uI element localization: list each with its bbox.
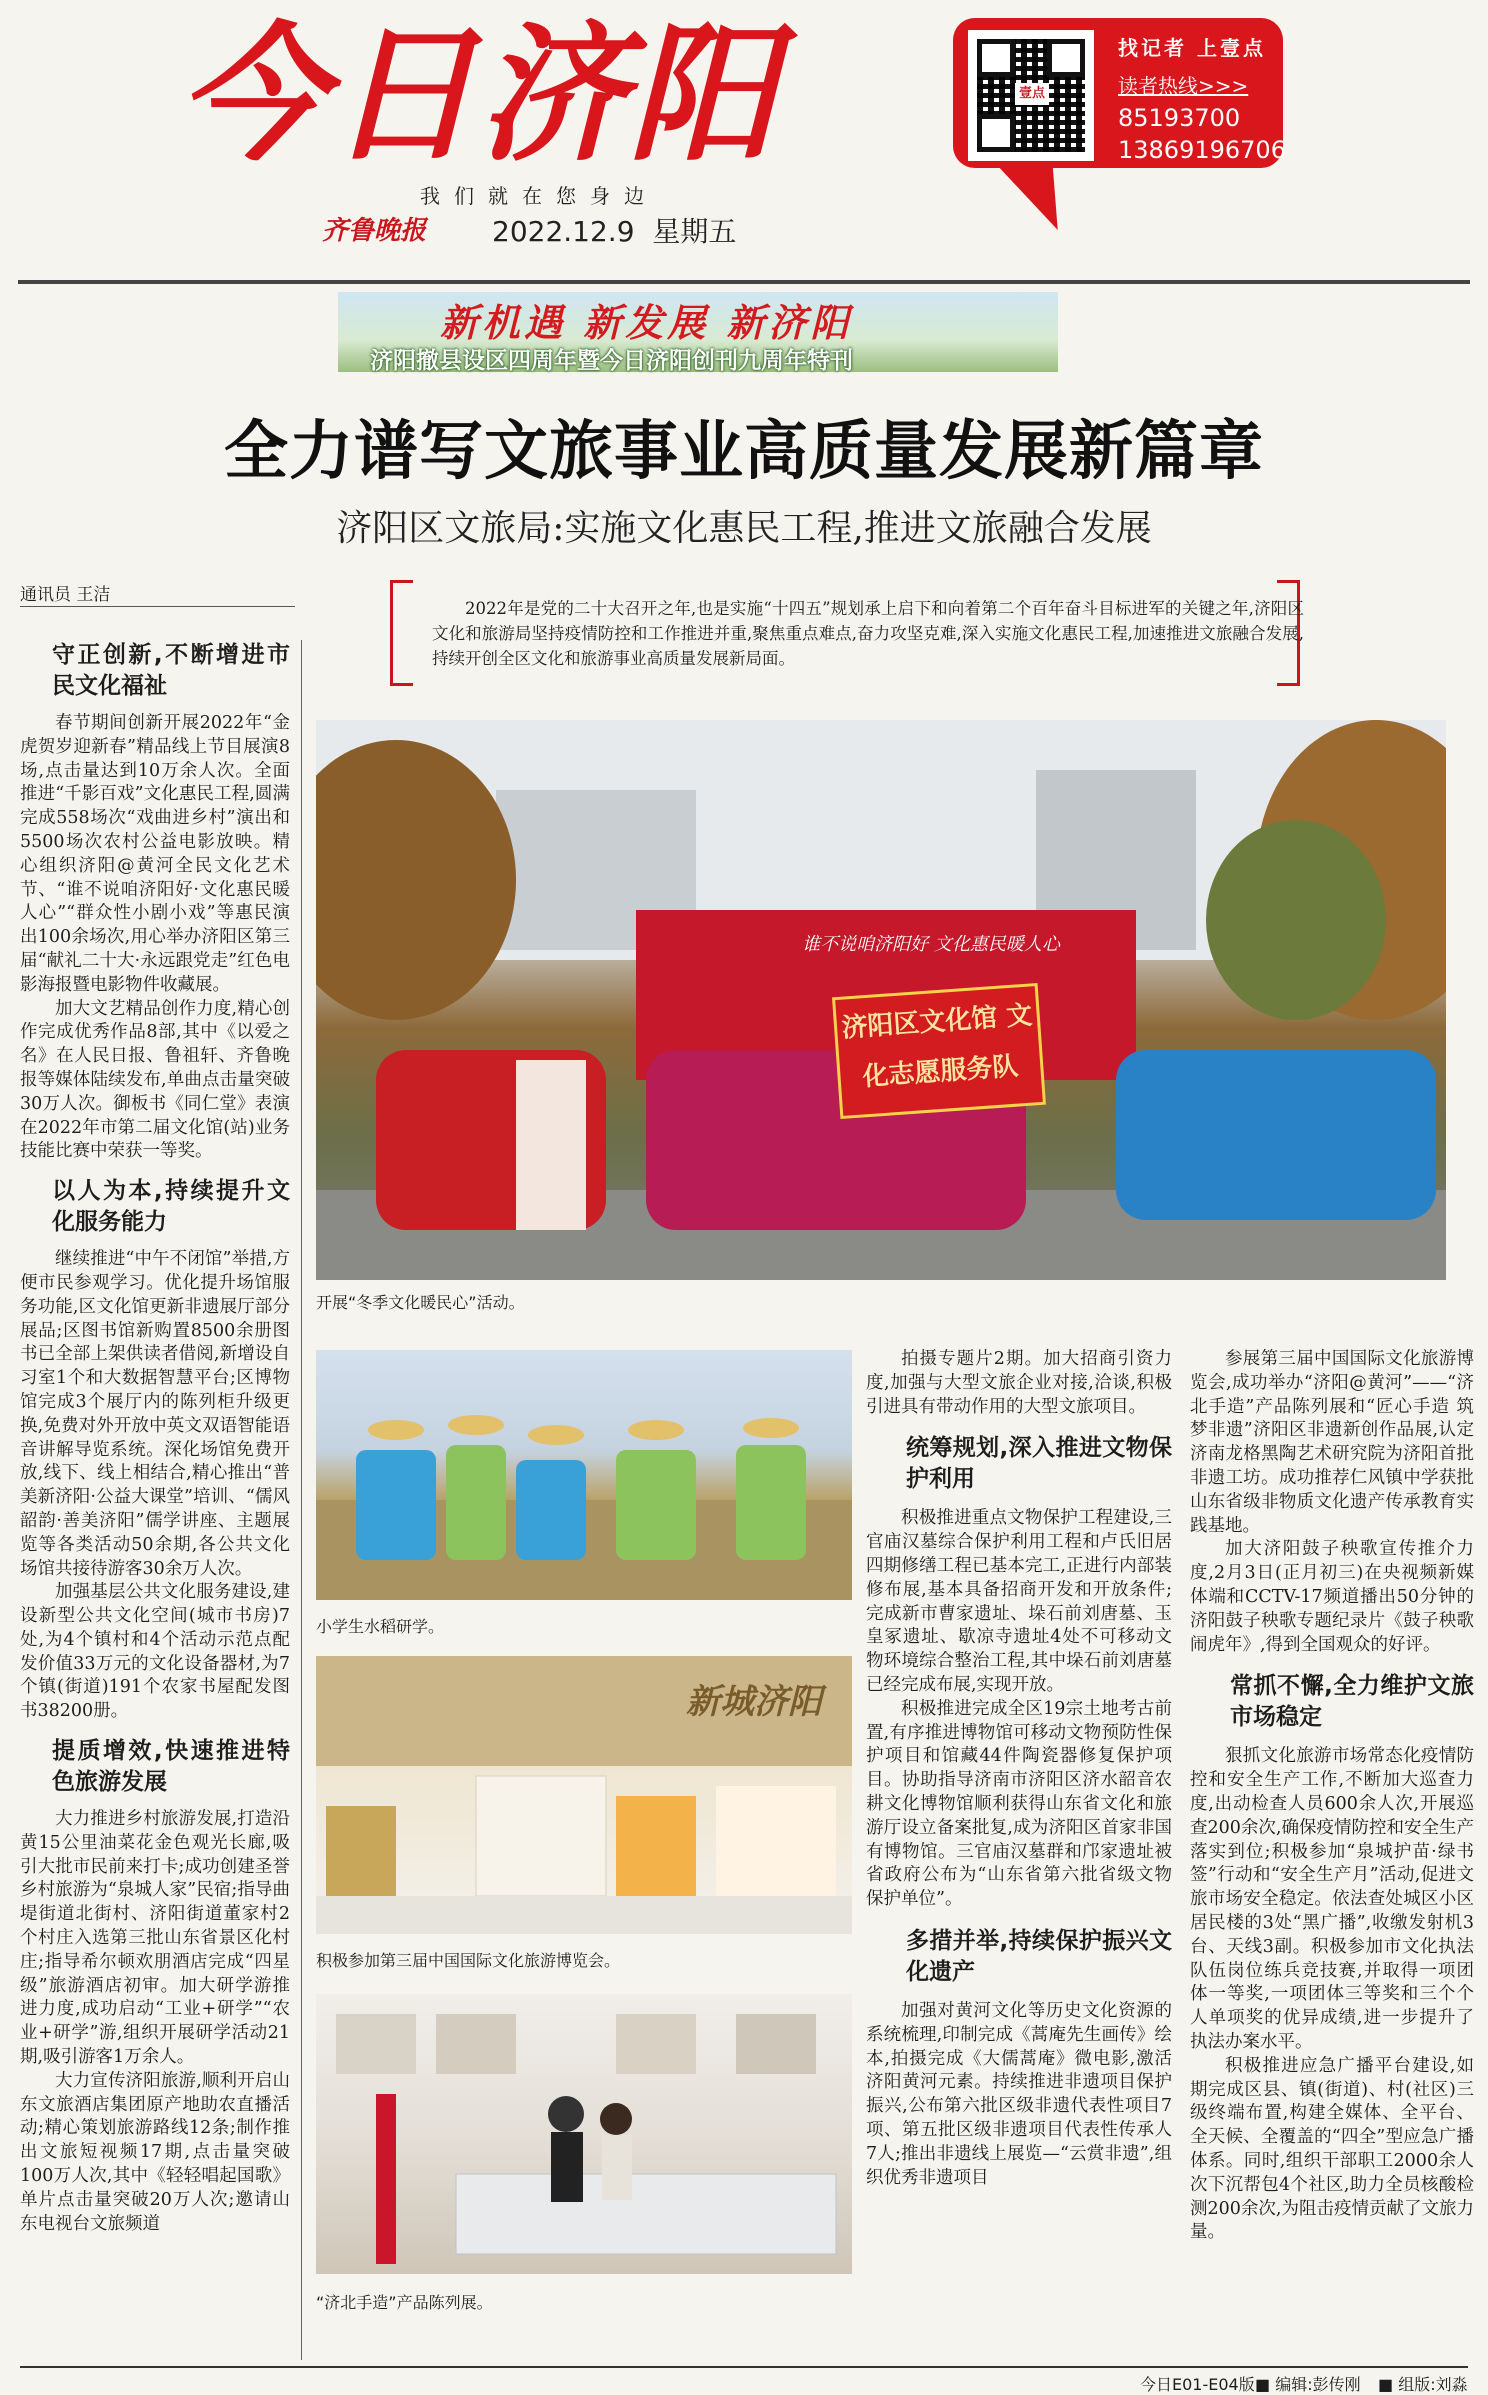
handcraft-scene [316,1994,852,2274]
section-heading: 统筹规划,深入推进文物保护利用 [906,1435,1172,1493]
expo-photo-caption: 积极参加第三届中国国际文化旅游博览会。 [316,1951,621,1970]
rice-study-photo [316,1350,852,1600]
banner-slogan: 新机遇 新发展 新济阳 [440,300,853,345]
paper-logo: 齐鲁晚报 [322,216,427,246]
article-paragraph: 继续推进“中午不闭馆”举措,方便市民参观学习。优化提升场馆服务功能,区文化馆更新非遗展厅部分展品;区图书馆新购置8500余册图书已全部上架供读者借阅,新增设自习室1个和大数据智慧平台;区博物馆完成3个展厅内的陈列柜升级更换,免费对外开放中英文双语智能语音讲解导览系统。深化场馆免费开放,线下、线上相结合,精心推出“普美新济阳·公益大课堂”培训、“儒风韶韵·善美济阳”儒学讲座、主题展览等各类活动50余期,各公共文化场馆共接待游客30余万人次。 [20,1249,290,1579]
date: 2022.12.9 [492,215,635,248]
banner-subtitle: 济阳撤县设区四周年暨今日济阳创刊九周年特刊 [370,348,853,374]
section-heading: 提质增效,快速推进特色旅游发展 [52,1738,290,1796]
article-paragraph: 春节期间创新开展2022年“金虎贺岁迎新春”精品线上节目展演8场,点击量达到10万余人次。全面推进“千影百戏”文化惠民工程,圆满完成558场次“戏曲进乡村”演出和5500场次农村公益电影放映。精心组织济阳@黄河全民文化艺术节、“谁不说咱济阳好·文化惠民暖人心”“群众性小剧小戏”等惠民演出100余场次,用心举办济阳区第三届“献礼二十大·永远跟党走”红色电影海报暨电影物件收藏展。 [20,713,290,995]
column-1 [20,640,290,2236]
editor-name: 编辑:彭传刚 [1275,2375,1361,2394]
masthead-slogan: 我们就在您身边 [420,184,658,208]
bubble-tail [992,160,1077,230]
page-headline: 全力谱写文旅事业高质量发展新篇章 [224,414,1264,489]
issue-date [492,210,736,250]
column-divider [301,640,302,2360]
article-paragraph: 积极推进重点文物保护工程建设,三官庙汉墓综合保护利用工程和卢氏旧居四期修缮工程已基本完工,正进行内部装修布展,基本具备招商开发和开放条件;完成新市曹家遗址、垛石前刘唐墓、玉皇冢遗址、歇凉寺遗址4处不可移动文物环境综合整治工程,其中垛石前刘唐墓已经完成布展,实现开放。 [866,1508,1172,1695]
hotline-phone-2: 13869196706 [1118,136,1286,164]
handcraft-photo [316,1994,852,2274]
section-heading: 以人为本,持续提升文化服务能力 [52,1178,290,1236]
page-subheadline: 济阳区文旅局:实施文化惠民工程,推进文旅融合发展 [336,508,1152,549]
hotline-label: 读者热线>>> [1118,74,1249,98]
main-photo [316,720,1446,1280]
footer-rule [20,2366,1468,2368]
section-heading: 守正创新,不断增进市民文化福祉 [52,642,290,699]
footer-editor: ■ 编辑:彭传刚 [1255,2375,1361,2394]
expo-photo [316,1656,852,1934]
column-4 [1190,1348,1474,2245]
rice-scene [316,1350,852,1600]
rice-photo-caption: 小学生水稻研学。 [316,1617,445,1636]
byline: 通讯员 王洁 [20,585,111,605]
footer-layout: ■ 组版:刘淼 [1378,2375,1468,2394]
section-heading: 常抓不懈,全力维护文旅市场稳定 [1230,1673,1474,1731]
article-paragraph: 狠抓文化旅游市场常态化疫情防控和安全生产工作,不断加大巡查力度,出动检查人员600余人次,开展巡查200余次,确保疫情防控和安全生产落实到位;积极参加“泉城护苗·绿书签”行动和“安全生产月”活动,促进文旅市场安全稳定。依法查处城区小区居民楼的3处“黑广播”,收缴发射机3台、天线3副。积极参加市文化执法队伍岗位练兵竞技赛,并取得一项团体一等奖,一项团体三等奖和三个个人单项奖的优异成绩,进一步提升了执法办案水平。 [1190,1746,1474,2052]
layout-name: 组版:刘淼 [1398,2375,1468,2394]
hotline-phone-1: 85193700 [1118,104,1241,132]
article-paragraph: 加大济阳鼓子秧歌宣传推介力度,2月3日(正月初三)在央视频新媒体端和CCTV-17频道播出50分钟的济阳鼓子秧歌专题纪录片《鼓子秧歌闹虎年》,得到全国观众的好评。 [1190,1539,1474,1655]
find-reporter-text: 找记者 上壹点 [1118,36,1266,60]
lead-paragraph: 2022年是党的二十大召开之年,也是实施“十四五”规划承上启下和向着第二个百年奋斗目标进军的关键之年,济阳区文化和旅游局坚持疫情防控和工作推进并重,聚焦重点难点,奋力攻坚克难,深入实施文化惠民工程,加速推进文旅融合发展,持续开创全区文化和旅游事业高质量发展新局面。 [432,599,1304,668]
weekday: 星期五 [652,215,737,248]
article-paragraph: 加大文艺精品创作力度,精心创作完成优秀作品8部,其中《以爱之名》在人民日报、鲁祖轩、齐鲁晚报等媒体陆续发布,单曲点击量突破30万人次。御板书《同仁堂》表演在2022年市第二届文化馆(站)业务技能比赛中荣获一等奖。 [20,998,290,1162]
backdrop-text: 谁不说咱济阳好 文化惠民暖人心 [802,934,1060,955]
volunteer-banner: 济阳区文化馆 文化志愿服务队 [832,983,1046,1119]
handcraft-photo-caption: “济北手造”产品陈列展。 [316,2293,493,2312]
qr-code-icon[interactable] [968,30,1094,161]
article-paragraph: 大力宣传济阳旅游,顺利开启山东文旅酒店集团原产地助农直播活动;精心策划旅游路线12条;制作推出文旅短视频17期,点击量突破100万人次,其中《轻轻唱起国歌》单片点击量突破20万人次;邀请山东电视台文旅频道 [20,2070,290,2234]
byline-rule [20,606,295,607]
article-paragraph: 加强基层公共文化服务建设,建设新型公共文化空间(城市书房)7处,为4个镇村和4个活动示范点配发价值33万元的文化设备器材,为7个镇(街道)191个农家书屋配发图书38200册。 [20,1582,290,1722]
main-photo-caption: 开展“冬季文化暖民心”活动。 [316,1293,525,1312]
top-rule [18,280,1470,284]
article-paragraph: 参展第三届中国国际文化旅游博览会,成功举办“济阳@黄河”——“济北手造”产品陈列展和“匠心手造 筑梦非遗”济阳区非遗新创作品展,认定济南龙格黑陶艺术研究院为济阳首批非遗工坊。成功推荐仁风镇中学获批山东省级非物质文化遗产传承教育实践基地。 [1190,1349,1474,1536]
footer-pages: 今日E01-E04版 [1140,2375,1255,2394]
article-paragraph: 拍摄专题片2期。加大招商引资力度,加强与大型文旅企业对接,洽谈,积极引进具有带动作用的大型文旅项目。 [866,1349,1172,1417]
qr-caption: 壹点 [1015,83,1049,105]
masthead-title: 今日济阳 [178,9,778,181]
expo-sign: 新城济阳 [686,1682,822,1722]
article-paragraph: 大力推进乡村旅游发展,打造沿黄15公里油菜花金色观光长廊,吸引大批市民前来打卡;成功创建圣誉乡村旅游为“泉城人家”民宿;指导曲堤街道北街村、济阳街道董家村2个村庄入选第三批山东省景区化村庄;指导希尔顿欢朋酒店完成“四星级”旅游酒店初审。加大研学游推进力度,成功启动“工业+研学”“农业+研学”游,组织开展研学活动21期,吸引游客1万余人。 [20,1809,290,2068]
column-3 [866,1348,1172,2190]
article-paragraph: 加强对黄河文化等历史文化资源的系统梳理,印制完成《蒿庵先生画传》绘本,拍摄完成《大儒蒿庵》微电影,激活济阳黄河元素。持续推进非遗项目保护振兴,公布第六批区级非遗代表性项目7项、第五批区级非遗项目代表性传承人7人;推出非遗线上展览—“云赏非遗”,组织优秀非遗项目 [866,2000,1172,2188]
article-paragraph: 积极推进完成全区19宗土地考古前置,有序推进博物馆可移动文物预防性保护项目和馆藏44件陶瓷器修复保护项目。协助指导济南市济阳区济水韶音农耕文化博物馆顺利获得山东省文化和旅游厅设立备案批复,成为济阳区首家非国有博物馆。三官庙汉墓群和邝家遗址被省政府公布为“山东省第六批省级文物保护单位”。 [866,1698,1172,1910]
section-heading: 多措并举,持续保护振兴文化遗产 [906,1927,1172,1985]
article-paragraph: 积极推进应急广播平台建设,如期完成区县、镇(街道)、村(社区)三级终端布置,构建全媒体、全平台、全天候、全覆盖的“四全”型应急广播体系。同时,组织干部职工2000余人次下沉帮包4个社区,助力全员核酸检测200余次,为阻击疫情贡献了文旅力量。 [1190,2055,1474,2243]
